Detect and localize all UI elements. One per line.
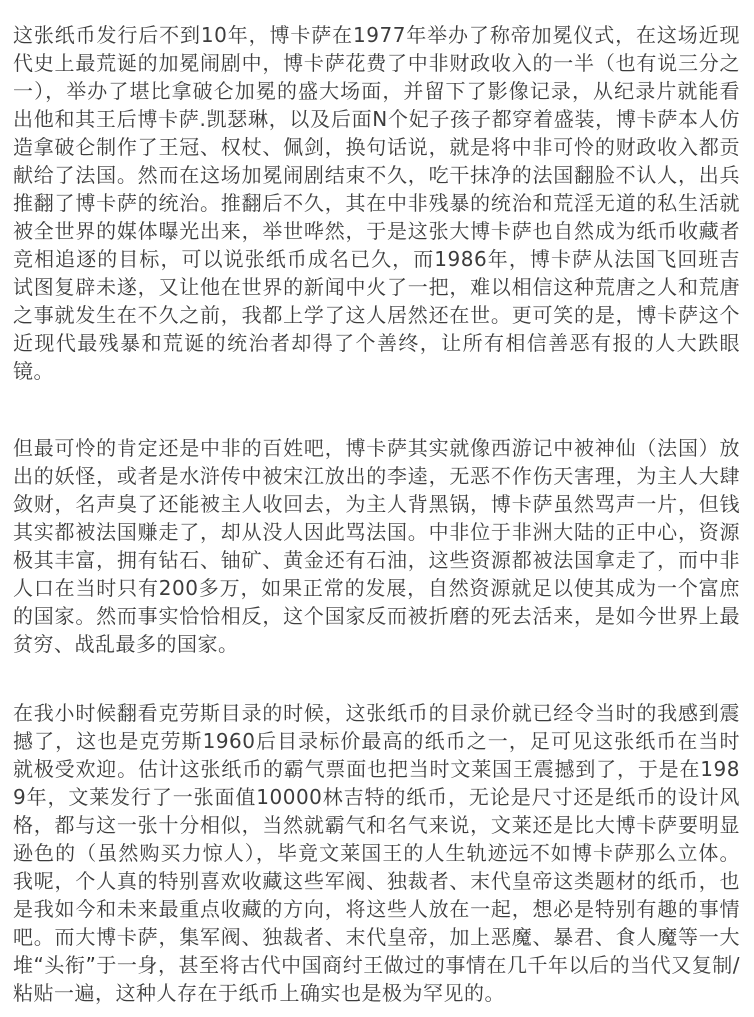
paragraph-bokassa-coronation: 这张纸币发行后不到10年，博卡萨在1977年举办了称帝加冕仪式，在这场近现代史上最荒诞的加冕闹剧中，博卡萨花费了中非财政收入的一半（也有说三分之一），举办了堪比拿破仑加冕的盛大场面，并留下了影像记录，从纪录片就能看出他和其王后博卡萨.凯瑟琳，以及后面N个妃子孩子都穿着盛装，博卡萨本人仿造拿破仑制作了王冠、权杖、佩剑，换句话说，就是将中非可怜的财政收入都贡献给了法国。然而在这场加冕闹剧结束不久，吃干抹净的法国翻脸不认人，出兵推翻了博卡萨的统治。推翻后不久，其在中非残暴的统治和荒淫无道的私生活就被全世界的媒体曝光出来，举世哗然，于是这张大博卡萨也自然成为纸币收藏者竞相追逐的目标，可以说张纸币成名已久，而1986年，博卡萨从法国飞回班吉试图复辟未遂，又让他在世界的新闻中火了一把，难以相信这种荒唐之人和荒唐之事就发生在不久之前，我都上学了这人居然还在世。更可笑的是，博卡萨这个近现代最残暴和荒诞的统治者却得了个善终，让所有相信善恶有报的人大跌眼镜。 <box>13 23 740 383</box>
paragraph-central-african-people: 但最可怜的肯定还是中非的百姓吧，博卡萨其实就像西游记中被神仙（法国）放出的妖怪，或者是水浒传中被宋江放出的李逵，无恶不作伤天害理，为主人大肆敛财，名声臭了还能被主人收回去，为主人背黑锅，博卡萨虽然骂声一片，但钱其实都被法国赚走了，却从没人因此骂法国。中非位于非洲大陆的正中心，资源极其丰富，拥有钻石、铀矿、黄金还有石油，这些资源都被法国拿走了，而中非人口在当时只有200多万，如果正常的发展，自然资源就足以使其成为一个富庶的国家。然而事实恰恰相反，这个国家反而被折磨的死去活来，是如今世界上最贫穷、战乱最多的国家。 <box>13 436 740 656</box>
paragraph-collecting-notes: 在我小时候翻看克劳斯目录的时候，这张纸币的目录价就已经令当时的我感到震撼了，这也是克劳斯1960后目录标价最高的纸币之一，足可见这张纸币在当时就极受欢迎。估计这张纸币的霸气票面也把当时文莱国王震撼到了，于是在1989年，文莱发行了一张面值10000林吉特的纸币，无论是尺寸还是纸币的设计风格，都与这一张十分相似，当然就霸气和名气来说，文莱还是比大博卡萨要明显逊色的（虽然购买力惊人），毕竟文莱国王的人生轨迹远不如博卡萨那么立体。我呢，个人真的特别喜欢收藏这些军阀、独裁者、末代皇帝这类题材的纸币，也是我如今和未来最重点收藏的方向，将这些人放在一起，想必是特别有趣的事情吧。而大博卡萨，集军阀、独裁者、末代皇帝，加上恶魔、暴君、食人魔等一大堆“头衔”于一身，甚至将古代中国商纣王做过的事情在几千年以后的当代又复制/粘贴一遍，这种人存在于纸币上确实也是极为罕见的。 <box>13 701 740 1005</box>
